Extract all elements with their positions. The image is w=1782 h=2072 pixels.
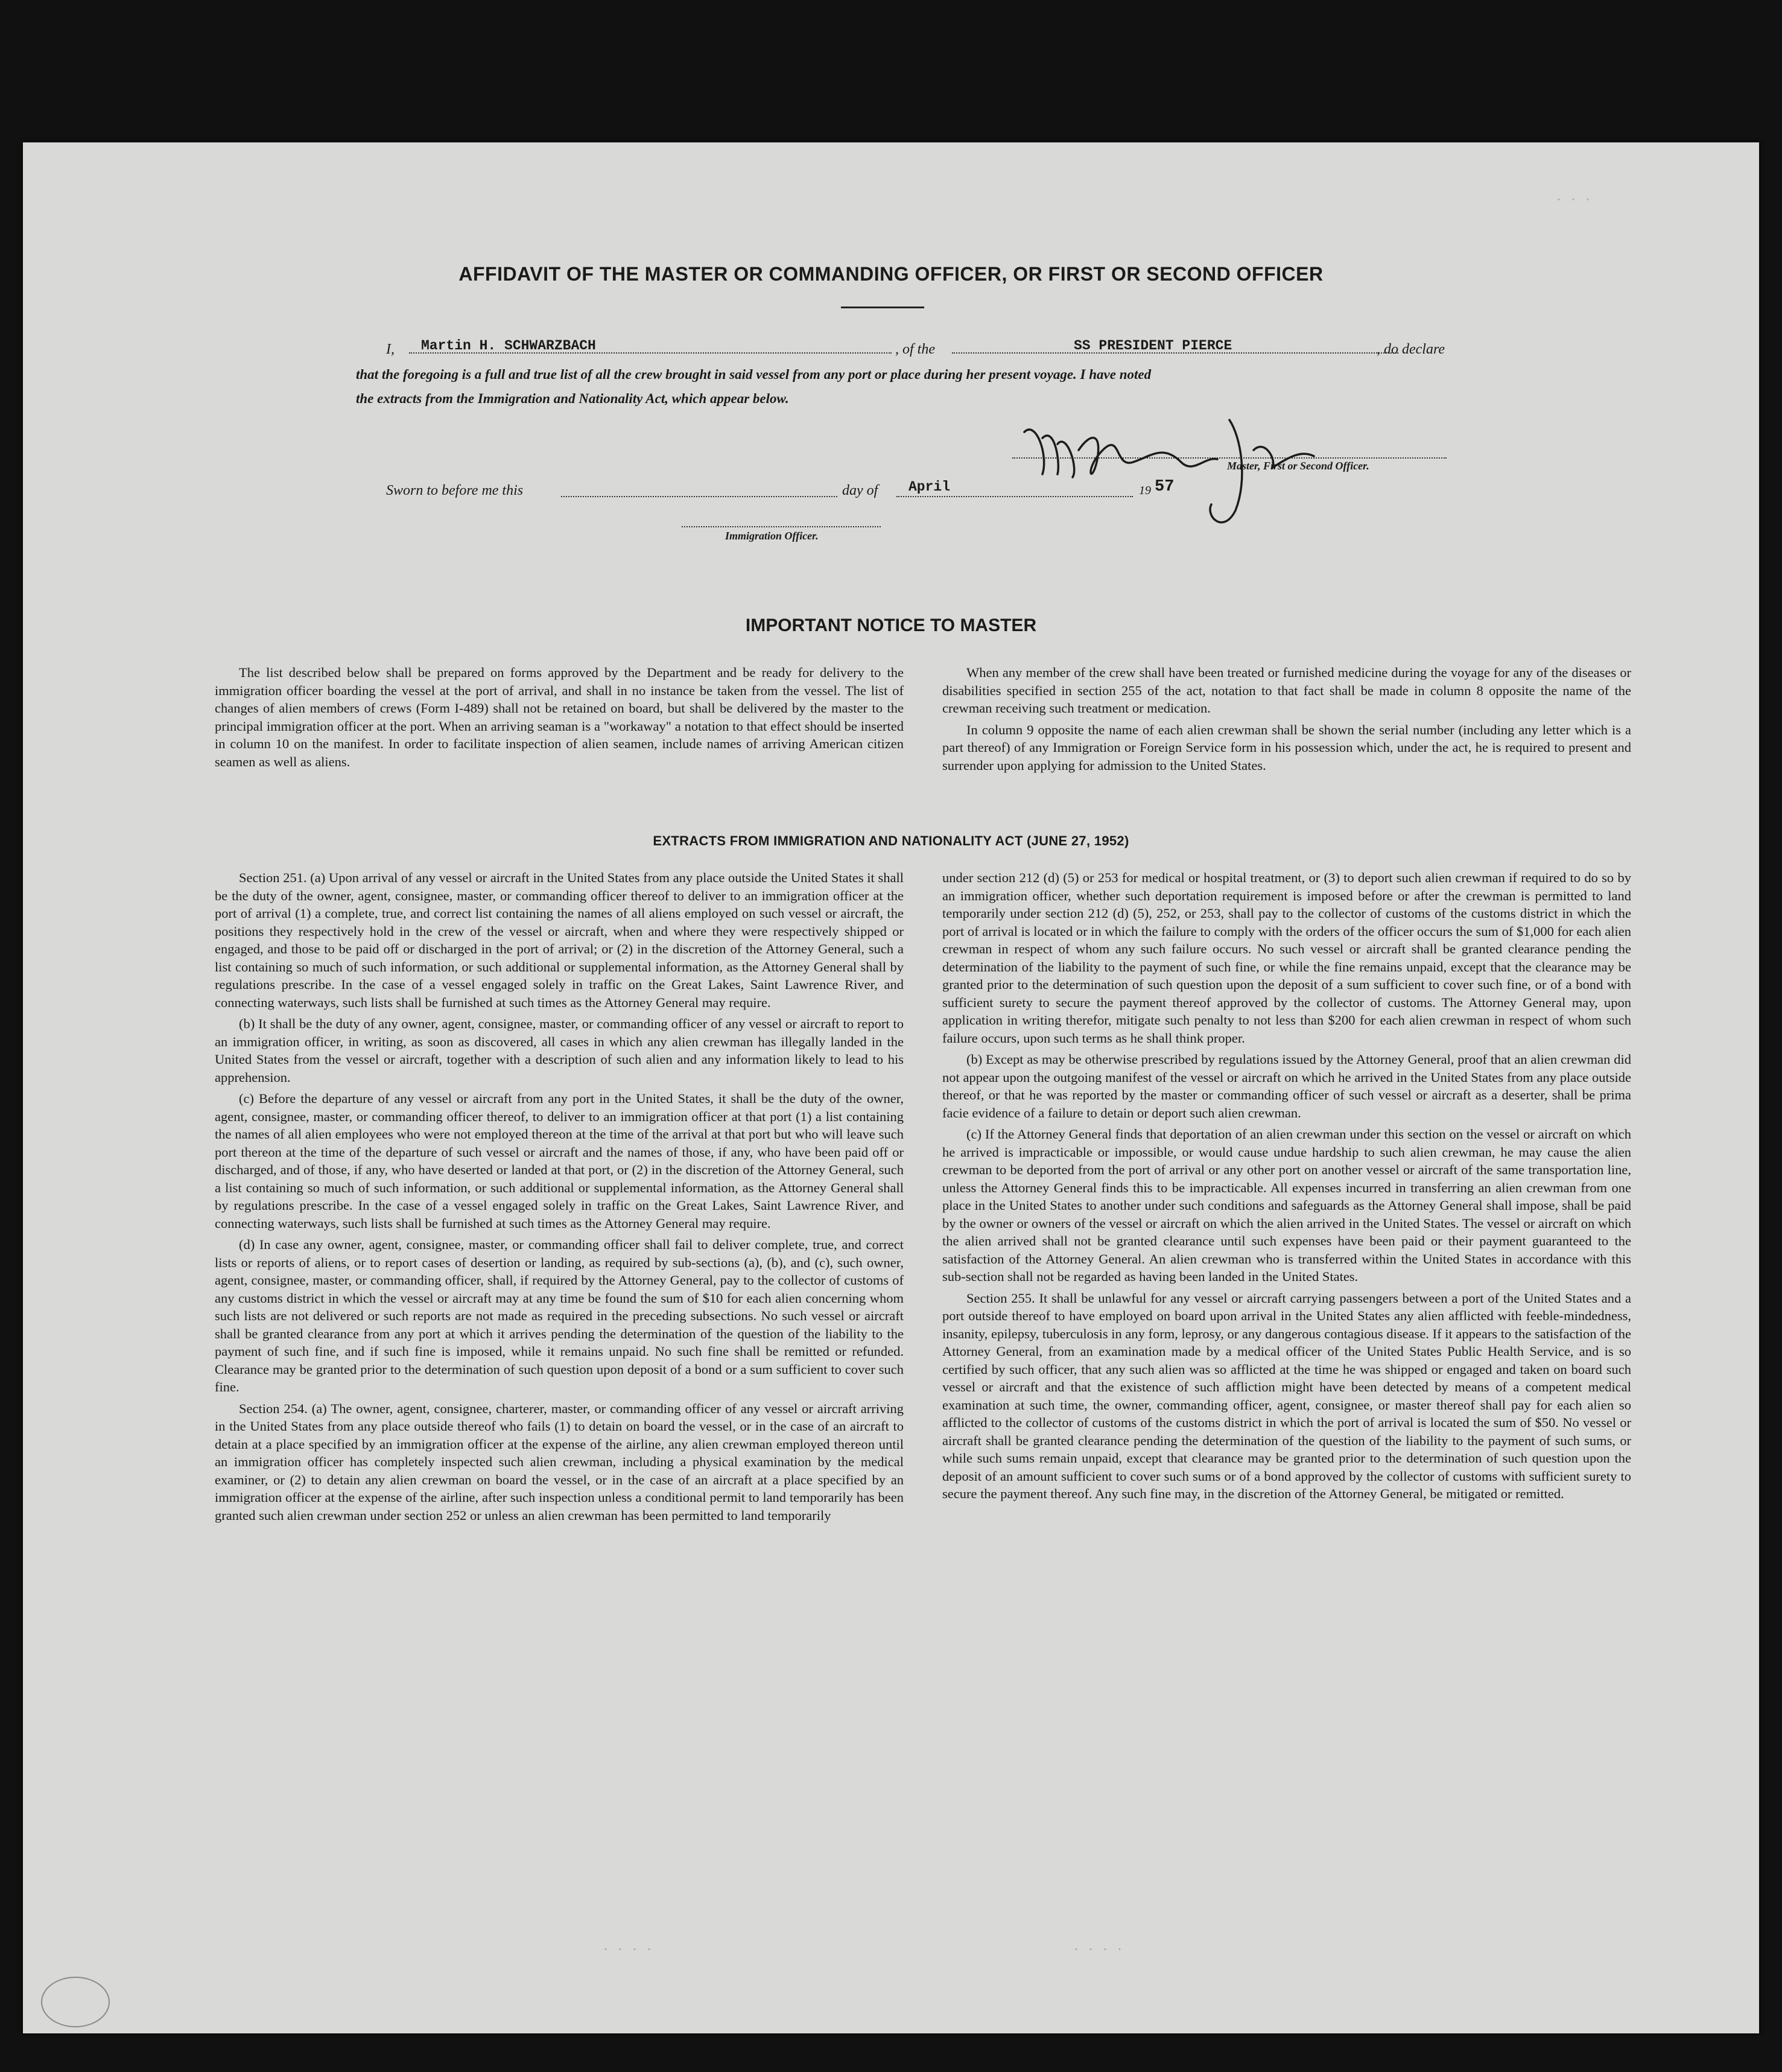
extracts-left-column [215,869,904,1528]
bleed-through-mark: . . . . [1073,1940,1124,1954]
notice-paragraph: When any member of the crew shall have been treated or furnished medicine during the voyage for any of the diseases or disabilities specified in section 255 of the act, notation to that fact shall be made in column 8 opposite the name of the crewman receiving such treatment or medication. [942,665,1631,716]
bleed-through-mark: . . . [1555,191,1592,205]
immigration-officer-line [682,525,881,527]
extracts-heading: EXTRACTS FROM IMMIGRATION AND NATIONALITY ACT (JUNE 27, 1952) [653,833,1129,848]
extracts-right-column [942,869,1631,1507]
immigration-officer-label: Immigration Officer. [725,530,819,542]
faint-stamp-mark [41,1977,110,2027]
affidavit-title: AFFIDAVIT OF THE MASTER OR COMMANDING OFFICER, OR FIRST OR SECOND OFFICER [458,263,1324,285]
document-page [23,142,1759,2033]
signature-label: Master, First or Second Officer. [1227,460,1369,472]
title-underline [841,307,924,308]
extract-paragraph: (c) If the Attorney General finds that deportation of an alien crewman under this section on the vessel or aircraft on which he arrived is impracticable or impossible, or would cause undue hardship to such alien crewman, he may cause the alien crewman to be deported from the port of arrival or any other port on another vessel or aircraft of the same transportation line, unless the Attorney General finds this to be impracticable. All expenses incurred in transferring an alien crewman from one place in the United States to another under such conditions and safeguards as the Attorney General shall impose, shall be paid by the owner or owners of the vessel or aircraft on which the alien arrived in the United States. The vessel or aircraft on which the alien arrived shall not be granted clearance until such expenses have been paid or their payment guaranteed to the satisfaction of the Attorney General. An alien crewman who is transferred within the United States in accordance with this sub-section shall not be regarded as having been landed in the United States. [942,1127,1631,1284]
do-declare-label: , do declare [1377,342,1445,357]
extract-paragraph: (b) It shall be the duty of any owner, agent, consignee, master, or commanding officer of any vessel or aircraft to report to an immigration officer, in writing, as soon as discovered, all cases in which any alien crewman has illegally landed in the United States from the vessel or aircraft, together with a description of such alien and any information likely to lead to his apprehension. [215,1016,904,1085]
sworn-month: April [908,479,951,495]
notice-right-column [942,664,1631,778]
extract-paragraph: Section 251. (a) Upon arrival of any vessel or aircraft in the United States from any place outside the United States it shall be the duty of the owner, agent, consignee, master, or commanding officer thereof to deliver to an immigration officer at the port of arrival (1) a complete, true, and correct list containing the names of all aliens employed on such vessel or aircraft, the positions they respectively hold in the crew of the vessel or aircraft, when and where they were respectively shipped or engaged, and those to be paid off or discharged in the port of arrival; or (2) in the discretion of the Attorney General, such a list containing so much of such information, or such additional or supplemental information, as the Attorney General shall by regulations prescribe. In the case of a vessel engaged solely in traffic on the Great Lakes, Saint Lawrence River, and connecting waterways, such lists shall be furnished at such times as the Attorney General may require. [215,870,904,1010]
of-the-label: , of the [895,342,935,357]
sworn-prefix: Sworn to before me this [386,483,524,498]
month-blank [896,495,1133,497]
extract-paragraph: Section 254. (a) The owner, agent, consignee, charterer, master, or commanding officer of any vessel or aircraft arriving in the United States from any place outside thereof who fails (1) to detain on board the vessel, or in the case of an aircraft to detain at a place specified by an immigration officer at the expense of the airline, any alien crewman employed thereon until an immigration officer has completely inspected such alien crewman, including a physical examination by the medical examiner, or (2) to detain any alien crewman on board the vessel, or in the case of an aircraft at a place specified by an immigration officer at the expense of the airline, after such inspection unless a conditional permit to land temporarily has been granted such alien crewman under section 252 or unless an alien crewman has been permitted to land temporarily [215,1400,904,1523]
notice-paragraph: The list described below shall be prepared on forms approved by the Department and be ready for delivery to the immigration officer boarding the vessel at the port of arrival, and shall in no instance be taken from the vessel. The list of changes of alien members of crews (Form I-489) shall not be retained on board, but shall be delivered by the master to the principal immigration officer at the port. When an arriving seaman is a "workaway" a notation to that effect should be inserted in column 10 on the manifest. In order to facilitate inspection of alien seamen, include names of arriving American citizen seamen as well as aliens. [215,665,904,769]
extract-paragraph: (d) In case any owner, agent, consignee, master, or commanding officer shall fail to deliver complete, true, and correct lists or reports of aliens, or to report cases of desertion or landing, as required by sub-sections (a), (b), and (c), such owner, agent, consignee, master, or commanding officer, shall, if required by the Attorney General, pay to the collector of customs of any customs district in which the vessel or aircraft may at any time be found the sum of $10 for each alien concerning whom such lists are not delivered or such reports are not made as required in the preceding subsections. No such vessel or aircraft shall be granted clearance from any port at which it arrives pending the determination of the question of the liability to the payment of such fine, and if such fine is imposed, while it remains unpaid. No such fine shall be remitted or refunded. Clearance may be granted prior to the determination of such question upon deposit of a bond or a sum sufficient to cover such fine. [215,1237,904,1394]
line1-prefix: I, [386,342,395,357]
declaration-line-3: the extracts from the Immigration and Nationality Act, which appear below. [356,391,789,406]
extract-paragraph: Section 255. It shall be unlawful for any vessel or aircraft carrying passengers between a port of the United States and a port outside thereof to have employed on board upon arrival in the United States any alien afflicted with feeble-mindedness, insanity, epilepsy, tuberculosis in any form, leprosy, or any dangerous contagious disease. If it appears to the satisfaction of the Attorney General, from an examination made by a medical officer of the United States Public Health Service, and is so certified by such officer, that any such alien was so afflicted at the time he was shipped or engaged and taken on board such vessel or aircraft and that the existence of such affliction might have been detected by means of a competent medical examination at such time, the owner, commanding officer, agent, consignee, or master thereof shall pay for each alien so afflicted to the collector of customs of the customs district in which the port of arrival is located the sum of $50. No vessel or aircraft shall be granted clearance pending the determination of the question of the liability to the payment of such sums, or while such sums remain unpaid, except that clearance may be granted prior to the determination of such question upon the deposit of an amount sufficient to cover such sums or of a bond approved by the collector of customs with sufficient surety to secure the payment thereof. Any such fine may, in the discretion of the Attorney General, be mitigated or remitted. [942,1290,1631,1501]
extract-paragraph: (c) Before the departure of any vessel or aircraft from any port in the United States, it shall be the duty of the owner, agent, consignee, master, or commanding officer thereof, to deliver to an immigration officer at that port (1) a list containing the names of all alien employees who were not employed thereon at the time of the arrival at that port but who will leave such port thereon at the time of the departure of such vessel or aircraft and the names of those, if any, who have been paid off or discharged, and of those, if any, who have deserted or landed at that port, or (2) in the discretion of the Attorney General, such a list containing so much of such information, or such additional or supplemental information, as the Attorney General shall by regulations prescribe. In the case of a vessel engaged solely in traffic on the Great Lakes, Saint Lawrence River, and connecting waterways, such lists shall be furnished at such times as the Attorney General may require. [215,1091,904,1231]
day-of-label: day of [842,483,878,498]
declaration-line-2: that the foregoing is a full and true list of all the crew brought in said vessel from any port or place during her present voyage. I have noted [356,367,1152,382]
notice-left-column [215,664,904,774]
year-prefix: 19 [1139,484,1151,497]
bleed-through-mark: . . . . [602,1940,653,1954]
vessel-name: SS PRESIDENT PIERCE [1074,338,1232,354]
notice-paragraph: In column 9 opposite the name of each alien crewman shall be shown the serial number (including any letter which is a part thereof) of any Immigration or Foreign Service form in his possession which, under the act, he is required to present and surrender upon applying for admission to the United States. [942,722,1631,773]
sworn-day-blank [561,495,837,497]
extract-paragraph: under section 212 (d) (5) or 253 for medical or hospital treatment, or (3) to deport such alien crewman if required to do so by an immigration officer, whether such deportation requirement is imposed before or after the crewman is permitted to land temporarily under section 212 (d) (5), 252, or 253, shall pay to the collector of customs of the customs district in which the port of arrival is located or in which the failure to comply with the orders of the officer occurs the sum of $1,000 for each alien crewman in respect of whom any such failure occurs. No such vessel or aircraft shall be granted clearance pending the determination of the liability to the payment of such fine, or while the fine remains unpaid, except that the clearance may be granted prior to the determination of such question upon the deposit of a sum sufficient to cover such fine, or of a bond with sufficient surety to secure the payment thereof approved by the collector of customs. The Attorney General may, upon application in writing therefor, mitigate such penalty to not less than $200 for each alien crewman in respect of whom such failure occurs, upon such terms as he shall think proper. [942,870,1631,1046]
sworn-year: 57 [1155,478,1175,496]
extract-paragraph: (b) Except as may be otherwise prescribed by regulations issued by the Attorney General, proof that an alien crewman did not appear upon the outgoing manifest of the vessel or aircraft on which he arrived in the United States from any place outside thereof, or that he was reported by the master or commanding officer of such vessel or aircraft as a deserter, shall be prima facie evidence of a failure to detain or deport such alien crewman. [942,1052,1631,1120]
master-name: Martin H. SCHWARZBACH [421,338,596,354]
notice-heading: IMPORTANT NOTICE TO MASTER [745,615,1037,635]
